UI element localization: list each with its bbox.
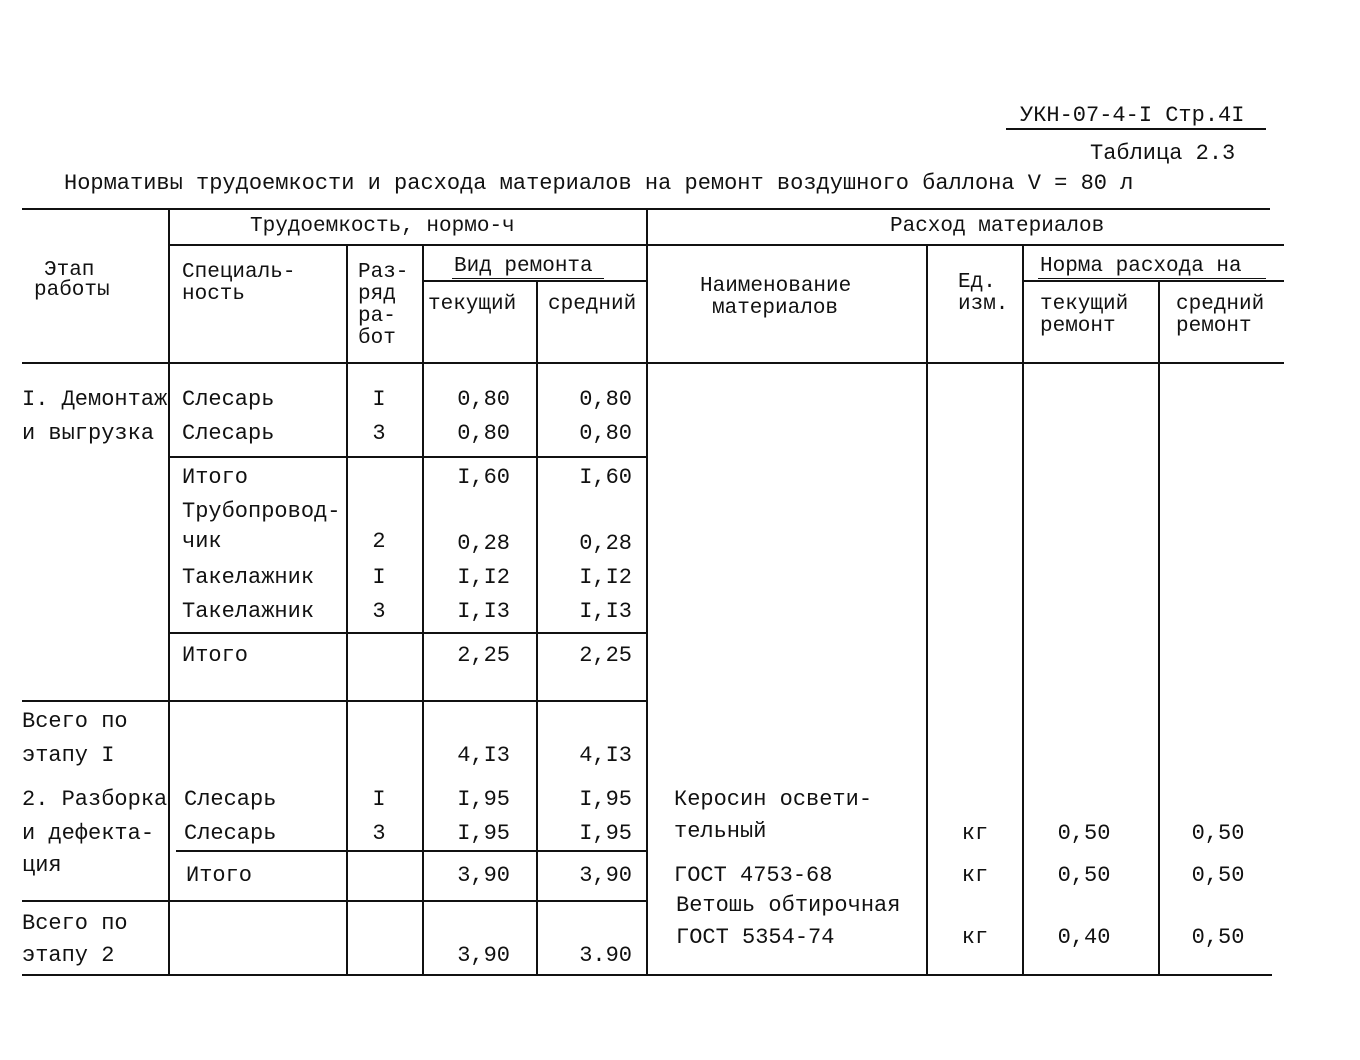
- stage-2-total-line-2: этапу 2: [22, 943, 115, 968]
- header-medium: средний: [548, 293, 637, 316]
- material-unit: кг: [961, 863, 989, 888]
- current-cell: 0,80: [457, 387, 510, 412]
- speciality-cell: Итого: [182, 643, 249, 668]
- material-name: ГОСТ 5354-74: [676, 925, 835, 950]
- grade-cell: 3: [372, 421, 386, 446]
- medium-cell: I,95: [579, 821, 632, 846]
- material-name: Керосин освети-: [674, 787, 873, 812]
- stage-2-line-3: ция: [22, 853, 62, 878]
- speciality-cell: Слесарь: [184, 821, 277, 846]
- medium-cell: 0,80: [579, 387, 632, 412]
- header-norm: Норма расхода на: [1040, 255, 1242, 278]
- speciality-cell: Такелажник: [182, 565, 315, 590]
- header-norm-medium-2: ремонт: [1176, 315, 1252, 338]
- speciality-cell: Итого: [186, 863, 253, 888]
- current-cell: I,95: [457, 821, 510, 846]
- stage-2-line-1: 2. Разборка: [22, 787, 168, 812]
- header-speciality-1: Специаль-: [182, 261, 296, 284]
- header-norm-underline: [1038, 278, 1266, 279]
- material-name: Ветошь обтирочная: [676, 893, 901, 918]
- header-speciality-2: ность: [182, 283, 246, 306]
- medium-cell: 2,25: [579, 643, 632, 668]
- stage-1-total-line-2: этапу I: [22, 743, 115, 768]
- current-cell: 3,90: [457, 863, 510, 888]
- current-cell: I,60: [457, 465, 510, 490]
- material-name: ГОСТ 4753-68: [674, 863, 833, 888]
- header-norm-medium-1: средний: [1176, 293, 1265, 316]
- medium-cell: I,I3: [579, 599, 632, 624]
- material-norm-current: 0,50: [1057, 863, 1111, 888]
- material-unit: кг: [961, 925, 989, 950]
- table-label: Таблица 2.3: [1090, 141, 1236, 166]
- material-norm-current: 0,50: [1057, 821, 1111, 846]
- current-cell: I,I2: [457, 565, 510, 590]
- speciality-cell: Трубопровод-: [182, 499, 341, 524]
- material-norm-medium: 0,50: [1191, 925, 1245, 950]
- header-stage-2: работы: [34, 279, 110, 302]
- speciality-cell: Слесарь: [184, 787, 277, 812]
- header-materials-group: Расход материалов: [890, 215, 1105, 238]
- material-name: тельный: [674, 819, 767, 844]
- grade-cell: I: [372, 787, 386, 812]
- header-grade-2: ряд: [358, 283, 396, 306]
- material-norm-medium: 0,50: [1191, 863, 1245, 888]
- header-norm-current-1: текущий: [1040, 293, 1129, 316]
- header-grade-3: ра-: [358, 305, 396, 328]
- stage-2-total-line-1: Всего по: [22, 911, 128, 936]
- header-repair-type: Вид ремонта: [454, 255, 593, 278]
- header-grade-4: бот: [358, 327, 396, 350]
- material-norm-current: 0,40: [1057, 925, 1111, 950]
- header-current: текущий: [428, 293, 517, 316]
- header-repair-type-underline: [452, 278, 604, 279]
- material-norm-medium: 0,50: [1191, 821, 1245, 846]
- grade-cell: 3: [372, 599, 386, 624]
- current-cell: 2,25: [457, 643, 510, 668]
- document-code: УКН-07-4-I Стр.4I: [1020, 103, 1245, 128]
- stage-1-total-line-1: Всего по: [22, 709, 128, 734]
- current-cell: I,I3: [457, 599, 510, 624]
- speciality-cell: Слесарь: [182, 387, 275, 412]
- header-labor-group: Трудоемкость, нормо-ч: [250, 215, 515, 238]
- grade-cell: I: [372, 387, 386, 412]
- medium-cell: I,I2: [579, 565, 632, 590]
- speciality-cell: чик: [182, 529, 222, 554]
- speciality-cell: Такелажник: [182, 599, 315, 624]
- header-unit-2: изм.: [958, 293, 1009, 316]
- stage-1-line-1: I. Демонтаж: [22, 387, 168, 412]
- grade-cell: 2: [372, 529, 386, 554]
- grade-cell: I: [372, 565, 386, 590]
- medium-cell: 4,I3: [579, 743, 632, 768]
- table-title: Нормативы трудоемкости и расхода материалов на ремонт воздушного баллона V = 80 л: [64, 171, 1134, 196]
- medium-cell: 3,90: [579, 863, 632, 888]
- header-unit-1: Ед.: [958, 271, 996, 294]
- current-cell: 0,28: [457, 531, 510, 556]
- grade-cell: 3: [372, 821, 386, 846]
- medium-cell: 0,80: [579, 421, 632, 446]
- header-grade-1: Раз-: [358, 261, 409, 284]
- medium-cell: I,60: [579, 465, 632, 490]
- medium-cell: I,95: [579, 787, 632, 812]
- current-cell: 4,I3: [457, 743, 510, 768]
- medium-cell: 3.90: [579, 943, 632, 968]
- speciality-cell: Итого: [182, 465, 249, 490]
- stage-1-line-2: и выгрузка: [22, 421, 155, 446]
- current-cell: 3,90: [457, 943, 510, 968]
- current-cell: I,95: [457, 787, 510, 812]
- header-stage-1: Этап: [44, 259, 95, 282]
- document-code-underline: [1006, 128, 1266, 130]
- header-norm-current-2: ремонт: [1040, 315, 1116, 338]
- material-unit: кг: [961, 821, 989, 846]
- header-material-name-1: Наименование: [700, 275, 852, 298]
- current-cell: 0,80: [457, 421, 510, 446]
- stage-2-line-2: и дефекта-: [22, 821, 155, 846]
- header-material-name-2: материалов: [712, 297, 839, 320]
- medium-cell: 0,28: [579, 531, 632, 556]
- speciality-cell: Слесарь: [182, 421, 275, 446]
